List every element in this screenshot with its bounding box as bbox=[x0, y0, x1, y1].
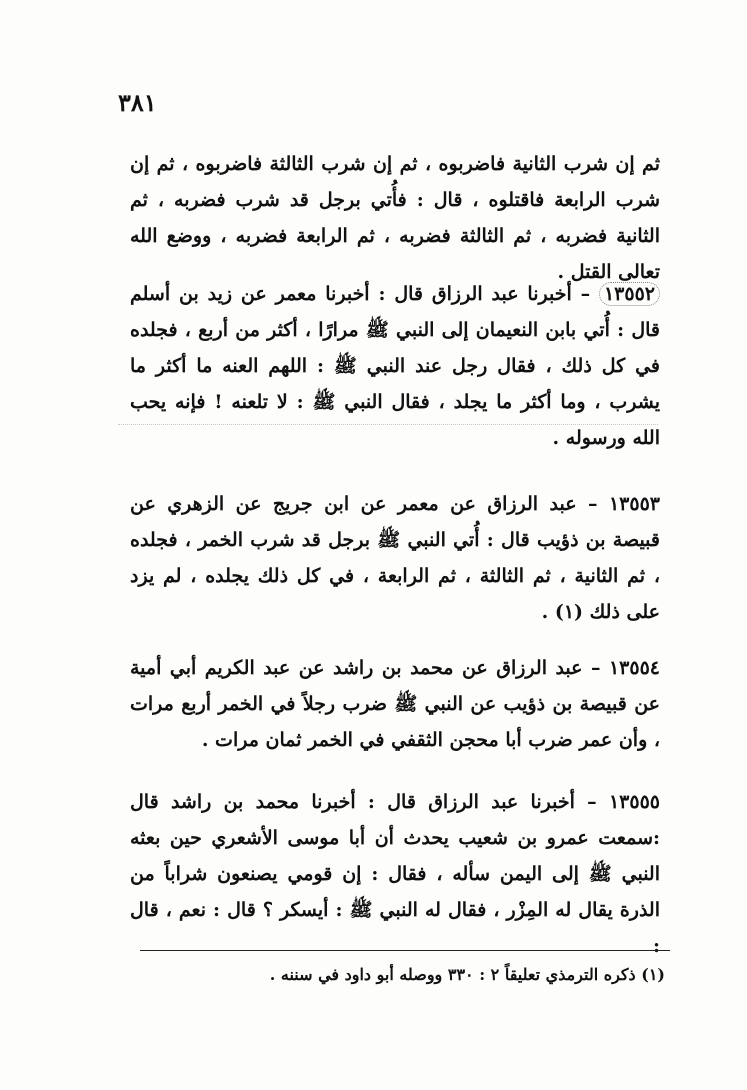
hadith-text: – أخبرنا عبد الرزاق قال : أخبرنا معمر عن زيد بن أسلم قال : أُتي بابن النعيمان إلى النبي ﷺ مرارًا ، أكثر من أربع ، فجلده في كل ذلك ، فقال رجل عند النبي ﷺ : اللهم العنه ما أكثر ما يشرب ، وما أكثر ما يجلد ، فقال النبي ﷺ : لا تلعنه ! فإنه يحب الله ورسوله . bbox=[130, 283, 660, 449]
footnote-text: ذكره الترمذي تعليقاً ٢ : ٣٣٠ ووصله أبو داود في سننه . bbox=[269, 965, 636, 984]
hadith-text: – عبد الرزاق عن معمر عن ابن جريج عن الزهري عن قبيصة بن ذؤيب قال : أُتي النبي ﷺ برجل قد شرب الخمر ، فجلده ، ثم الثانية ، ثم الثالثة ، ثم الرابعة ، في كل ذلك يجلده ، لم يزد على ذلك (١) . bbox=[130, 493, 660, 623]
hadith-text: ثم إن شرب الثانية فاضربوه ، ثم إن شرب الثالثة فاضربوه ، ثم إن شرب الرابعة فاقتلوه ، قال : فأُتي برجل قد شرب فضربه ، ثم الثانية فضربه ، ثم الثالثة فضربه ، ثم الرابعة فضربه ، ووضع الله تعالى القتل . bbox=[130, 153, 660, 283]
hadith-13554 bbox=[130, 650, 660, 758]
hadith-continuation bbox=[130, 146, 660, 290]
footnote-marker: (١) bbox=[641, 965, 665, 984]
print-smudge-line bbox=[118, 424, 658, 425]
hadith-13552 bbox=[130, 276, 660, 456]
hadith-number: ١٣٥٥٢ bbox=[599, 282, 660, 306]
hadith-text: – عبد الرزاق عن محمد بن راشد عن عبد الكريم أبي أمية عن قبيصة بن ذؤيب عن النبي ﷺ ضرب رجلاً في الخمر أربع مرات ، وأن عمر ضرب أبا محجن الثقفي في الخمر ثمان مرات . bbox=[130, 657, 660, 751]
footnote-divider bbox=[140, 950, 670, 951]
hadith-text: – أخبرنا عبد الرزاق قال : أخبرنا محمد بن راشد قال :سمعت عمرو بن شعيب يحدث أن أبا موسى الأشعري حين بعثه النبي ﷺ إلى اليمن سأله ، فقال : إن قومي يصنعون شراباً من الذرة يقال له المِزْر ، فقال له النبي ﷺ : أيسكر ؟ قال : نعم ، قال : bbox=[130, 791, 660, 957]
hadith-number: ١٣٥٥٤ bbox=[608, 657, 660, 679]
hadith-13555 bbox=[130, 784, 660, 964]
hadith-number: ١٣٥٥٣ bbox=[608, 493, 660, 515]
hadith-number: ١٣٥٥٥ bbox=[608, 791, 660, 813]
page-number: ٣٨١ bbox=[118, 88, 157, 117]
footnote bbox=[140, 960, 665, 990]
hadith-13553 bbox=[130, 486, 660, 630]
